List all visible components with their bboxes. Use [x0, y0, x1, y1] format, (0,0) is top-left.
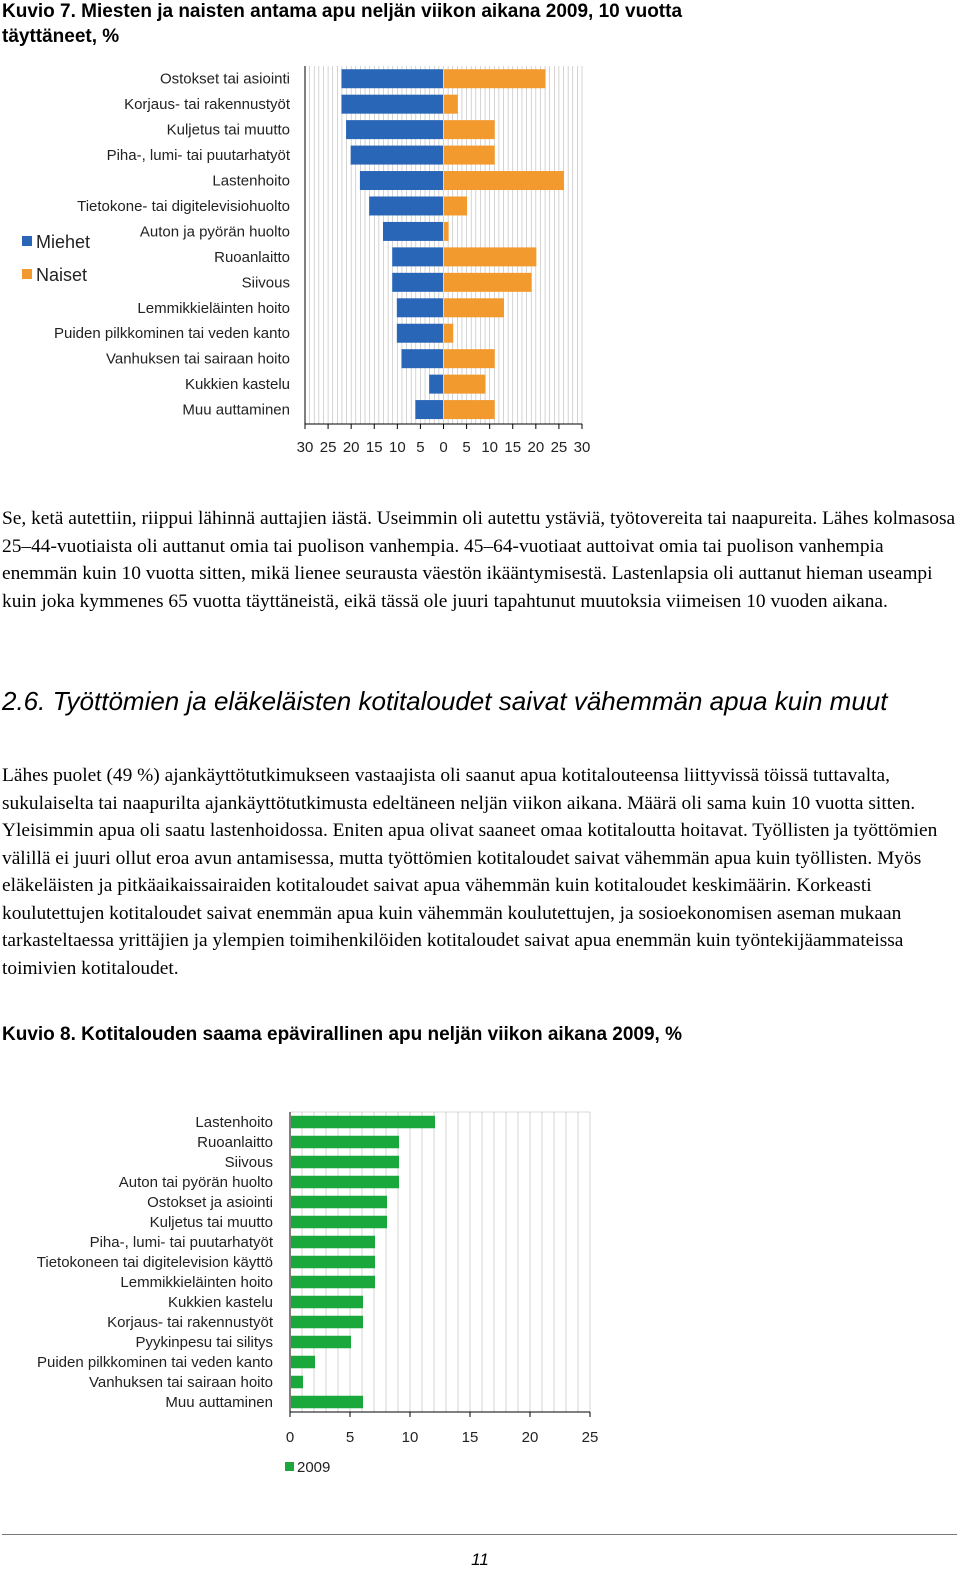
- x-tick-label: 25: [319, 439, 337, 456]
- bar-miehet: [397, 298, 443, 317]
- bar-2009: [291, 1296, 363, 1309]
- bar-miehet: [341, 69, 443, 88]
- x-tick-label: 5: [462, 439, 471, 456]
- category-label: Puiden pilkkominen tai veden kanto: [54, 325, 290, 343]
- bar-naiset: [444, 400, 495, 419]
- x-tick-label: 25: [581, 1429, 599, 1446]
- category-label: Lemmikkieläinten hoito: [137, 299, 290, 317]
- bar-naiset: [444, 247, 536, 266]
- category-label: Ostokset tai asiointi: [159, 70, 290, 88]
- category-label: Siivous: [241, 274, 290, 292]
- bar-naiset: [444, 196, 467, 215]
- category-label: Tietokoneen tai digitelevision käyttö: [36, 1254, 273, 1271]
- x-tick-label: 10: [388, 439, 406, 456]
- category-label: Korjaus- tai rakennustyöt: [107, 1314, 273, 1331]
- category-label: Ostokset ja asiointi: [147, 1194, 273, 1211]
- bar-2009: [291, 1276, 375, 1289]
- category-label: Ruoanlaitto: [214, 248, 290, 266]
- category-label: Kukkien kastelu: [167, 1294, 273, 1311]
- bar-miehet: [392, 247, 443, 266]
- bar-miehet: [341, 95, 443, 114]
- x-tick-label: 15: [461, 1429, 479, 1446]
- footer-rule: [2, 1534, 957, 1535]
- bar-miehet: [429, 375, 443, 394]
- bar-miehet: [369, 196, 443, 215]
- bar-2009: [291, 1176, 399, 1189]
- bar-2009: [291, 1196, 387, 1209]
- bar-naiset: [444, 222, 449, 241]
- category-label: Kukkien kastelu: [184, 376, 290, 394]
- bar-naiset: [444, 324, 453, 343]
- x-tick-label: 25: [550, 439, 568, 456]
- x-tick-label: 20: [342, 439, 360, 456]
- category-label: Lemmikkieläinten hoito: [120, 1274, 273, 1291]
- x-tick-label: 30: [296, 439, 314, 456]
- bar-naiset: [444, 95, 458, 114]
- bar-2009: [291, 1376, 303, 1389]
- bar-miehet: [392, 273, 443, 292]
- category-label: Lastenhoito: [212, 172, 290, 190]
- bar-naiset: [444, 273, 532, 292]
- category-label: Kuljetus tai muutto: [149, 1214, 273, 1231]
- bar-miehet: [415, 400, 443, 419]
- category-label: Piha-, lumi- tai puutarhatyöt: [106, 147, 290, 165]
- bar-2009: [291, 1396, 363, 1409]
- bar-miehet: [397, 324, 443, 343]
- bar-2009: [291, 1216, 387, 1229]
- bar-naiset: [444, 349, 495, 368]
- x-tick-label: 5: [416, 439, 425, 456]
- figure-7-chart: [0, 55, 640, 465]
- category-label: Muu auttaminen: [182, 401, 290, 419]
- bar-naiset: [444, 120, 495, 139]
- body-paragraph-2: Lähes puolet (49 %) ajankäyttötutkimukseen vastaajista oli saanut apua kotitalouteensa liittyvissä töissä tuttavalta, sukulaiselta tai naapurilta ajankäyttötutkimusta edeltäneen neljän viikon aikana. Määrä oli sama kuin 10 vuotta sitten. Yleisimmin apua oli saatu lastenhoidossa. Eniten apua olivat saaneet omaa kotitaloutta hoitavat. Työllisten ja työttömien välillä ei juuri ollut eroa avun antamisessa, mutta työttömien kotitaloudet saivat vähemmän apua kuin työllisten. Myös eläkeläisten ja pitkäaikaissairaiden kotitaloudet saivat apua vähemmän kuin kotitaloudet keskimäärin. Korkeasti koulutettujen kotitaloudet saivat enemmän apua kuin vähemmän koulutettujen, ja sosioekonomisen aseman mukaan tarkasteltaessa yrittäjien ja ylempien toimihenkilöiden kotitaloudet saivat apua enemmän kuin työntekijäammateissa toimivien kotitaloudet.: [2, 765, 938, 979]
- bar-miehet: [346, 120, 443, 139]
- bar-miehet: [401, 349, 443, 368]
- category-label: Pyykinpesu tai silitys: [135, 1334, 273, 1351]
- legend-label-2009: 2009: [297, 1459, 331, 1476]
- bar-2009: [291, 1116, 435, 1129]
- section-heading: 2.6. Työttömien ja eläkeläisten kotitaloudet saivat vähemmän apua kuin muut: [2, 686, 888, 716]
- bar-naiset: [444, 171, 564, 190]
- category-label: Siivous: [224, 1154, 273, 1171]
- legend-swatch-naiset: [22, 269, 32, 279]
- category-label: Piha-, lumi- tai puutarhatyöt: [89, 1234, 273, 1251]
- legend-label-miehet: Miehet: [36, 232, 91, 252]
- x-tick-label: 15: [504, 439, 522, 456]
- x-tick-label: 5: [345, 1429, 355, 1446]
- x-tick-label: 30: [573, 439, 591, 456]
- figure-7-caption: Kuvio 7. Miesten ja naisten antama apu neljän viikon aikana 2009, 10 vuotta täyttäneet, %: [2, 1, 683, 47]
- category-label: Ruoanlaitto: [197, 1134, 273, 1151]
- bar-naiset: [444, 69, 546, 88]
- x-tick-label: 10: [481, 439, 499, 456]
- category-label: Auton ja pyörän huolto: [139, 223, 290, 241]
- bar-2009: [291, 1256, 375, 1269]
- category-label: Auton tai pyörän huolto: [118, 1174, 273, 1191]
- category-label: Kuljetus tai muutto: [166, 121, 290, 139]
- bar-2009: [291, 1236, 375, 1249]
- figure-8-chart: [0, 1100, 640, 1490]
- bar-miehet: [383, 222, 443, 241]
- bar-2009: [291, 1316, 363, 1329]
- category-label: Puiden pilkkominen tai veden kanto: [37, 1354, 273, 1371]
- x-tick-label: 0: [285, 1429, 295, 1446]
- x-tick-label: 20: [527, 439, 545, 456]
- bar-naiset: [444, 375, 486, 394]
- x-tick-label: 15: [365, 439, 383, 456]
- legend-swatch-2009: [285, 1462, 294, 1471]
- category-label: Lastenhoito: [195, 1114, 273, 1131]
- body-paragraph-1: Se, ketä autettiin, riippui lähinnä auttajien iästä. Useimmin oli autettu ystäviä, työtovereita tai naapureita. Lähes kolmasosa 25–44-vuotiaista oli auttanut omia tai puolison vanhempia. 45–64-vuotiaat auttoivat omia tai puolison vanhempia enemmän kuin 10 vuotta sitten, mikä lienee seurausta väestön ikääntymisestä. Lastenlapsia oli auttanut hieman useampi kuin joka kymmenes 65 vuotta täyttäneistä, eikä tässä ole juuri tapahtunut muutoksia viimeisen 10 vuoden aikana.: [2, 508, 956, 612]
- category-label: Vanhuksen tai sairaan hoito: [105, 350, 290, 368]
- bar-naiset: [444, 298, 504, 317]
- legend-label-naiset: Naiset: [36, 265, 88, 285]
- x-tick-label: 0: [439, 439, 448, 456]
- bar-2009: [291, 1156, 399, 1169]
- bar-miehet: [360, 171, 443, 190]
- bar-2009: [291, 1336, 351, 1349]
- bar-2009: [291, 1356, 315, 1369]
- bar-naiset: [444, 146, 495, 165]
- x-tick-label: 20: [521, 1429, 539, 1446]
- category-label: Korjaus- tai rakennustyöt: [124, 96, 290, 114]
- category-label: Muu auttaminen: [165, 1394, 273, 1411]
- legend-swatch-miehet: [22, 236, 32, 246]
- bar-2009: [291, 1136, 399, 1149]
- page-number: 11: [471, 1550, 489, 1569]
- category-label: Vanhuksen tai sairaan hoito: [88, 1374, 273, 1391]
- x-tick-label: 10: [401, 1429, 419, 1446]
- figure-8-caption: Kuvio 8. Kotitalouden saama epävirallinen apu neljän viikon aikana 2009, %: [2, 1024, 683, 1045]
- category-label: Tietokone- tai digitelevisiohuolto: [77, 197, 290, 215]
- bar-miehet: [351, 146, 443, 165]
